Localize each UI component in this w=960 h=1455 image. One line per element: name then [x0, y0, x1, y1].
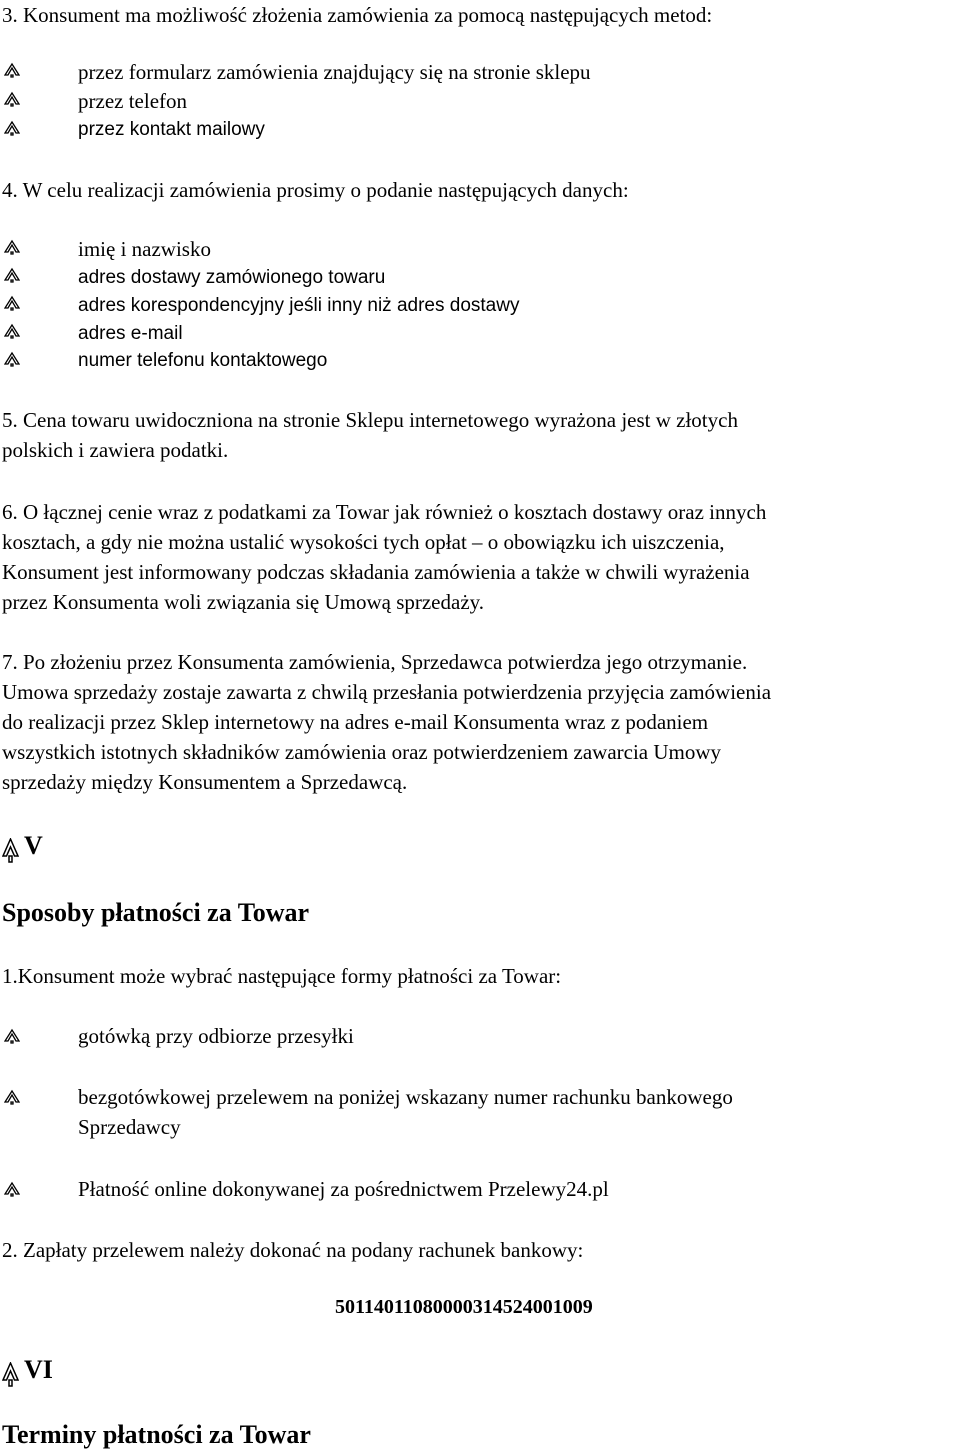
bullet-icon	[4, 267, 20, 283]
bullet-icon	[4, 239, 20, 255]
section-7-line: sprzedaży między Konsumentem a Sprzedawcą.	[2, 770, 408, 794]
list-item: imię i nazwisko	[78, 237, 211, 261]
transfer-info: 2. Zapłaty przelewem należy dokonać na podany rachunek bankowy:	[2, 1238, 584, 1262]
list-item: przez telefon	[78, 89, 188, 113]
bullet-icon	[4, 120, 20, 136]
bullet-icon	[4, 1028, 20, 1044]
list-item: Sprzedawcy	[78, 1115, 181, 1139]
section-6-line: przez Konsumenta woli związania się Umową sprzedaży.	[2, 590, 485, 614]
chapter-number: V	[24, 831, 43, 860]
section-7-line: wszystkich istotnych składników zamówienia oraz potwierdzeniem zawarcia Umowy	[2, 740, 722, 764]
list-item: adres korespondencyjny jeśli inny niż adres dostawy	[78, 295, 520, 316]
list-item: bezgotówkowej przelewem na poniżej wskazany numer rachunku bankowego	[78, 1085, 733, 1109]
list-item: przez kontakt mailowy	[78, 119, 265, 140]
chapter-number: VI	[24, 1355, 53, 1384]
section-5-line: 5. Cena towaru uwidoczniona na stronie Sklepu internetowego wyrażona jest w złotych	[2, 408, 738, 432]
bullet-icon	[2, 838, 19, 864]
bullet-icon	[4, 62, 20, 78]
list-item: przez formularz zamówienia znajdujący się na stronie sklepu	[78, 60, 591, 84]
list-item: adres dostawy zamówionego towaru	[78, 267, 386, 288]
bullet-icon	[4, 295, 20, 311]
section-7-line: do realizacji przez Sklep internetowy na adres e-mail Konsumenta wraz z podaniem	[2, 710, 709, 734]
bullet-icon	[4, 1181, 20, 1197]
section-5-line: polskich i zawiera podatki.	[2, 438, 229, 462]
section-7-line: Umowa sprzedaży zostaje zawarta z chwilą przesłania potwierdzenia przyjęcia zamówienia	[2, 680, 772, 704]
section-6-line: 6. O łącznej cenie wraz z podatkami za Towar jak również o kosztach dostawy oraz innych	[2, 500, 767, 524]
bullet-icon	[4, 351, 20, 367]
payment-intro: 1.Konsument może wybrać następujące formy płatności za Towar:	[2, 964, 562, 988]
section-6-line: kosztach, a gdy nie można ustalić wysokości tych opłat – o obowiązku ich uiszczenia,	[2, 530, 725, 554]
list-item: adres e-mail	[78, 323, 183, 344]
section-6-line: Konsument jest informowany podczas składania zamówienia a także w chwili wyrażenia	[2, 560, 750, 584]
chapter-title: Sposoby płatności za Towar	[2, 898, 310, 927]
bullet-icon	[4, 91, 20, 107]
bullet-icon	[4, 323, 20, 339]
bank-account-number: 50114011080000314524001009	[335, 1296, 593, 1318]
list-item: gotówką przy odbiorze przesyłki	[78, 1024, 354, 1048]
section-4-title: 4. W celu realizacji zamówienia prosimy o podanie następujących danych:	[2, 178, 629, 202]
section-3-title: 3. Konsument ma możliwość złożenia zamówienia za pomocą następujących metod:	[2, 3, 713, 27]
list-item: numer telefonu kontaktowego	[78, 350, 328, 371]
bullet-icon	[2, 1362, 19, 1388]
list-item: Płatność online dokonywanej za pośrednictwem Przelewy24.pl	[78, 1177, 609, 1201]
section-7-line: 7. Po złożeniu przez Konsumenta zamówienia, Sprzedawca potwierdza jego otrzymanie.	[2, 650, 748, 674]
bullet-icon	[4, 1089, 20, 1105]
chapter-title: Terminy płatności za Towar	[2, 1420, 311, 1449]
